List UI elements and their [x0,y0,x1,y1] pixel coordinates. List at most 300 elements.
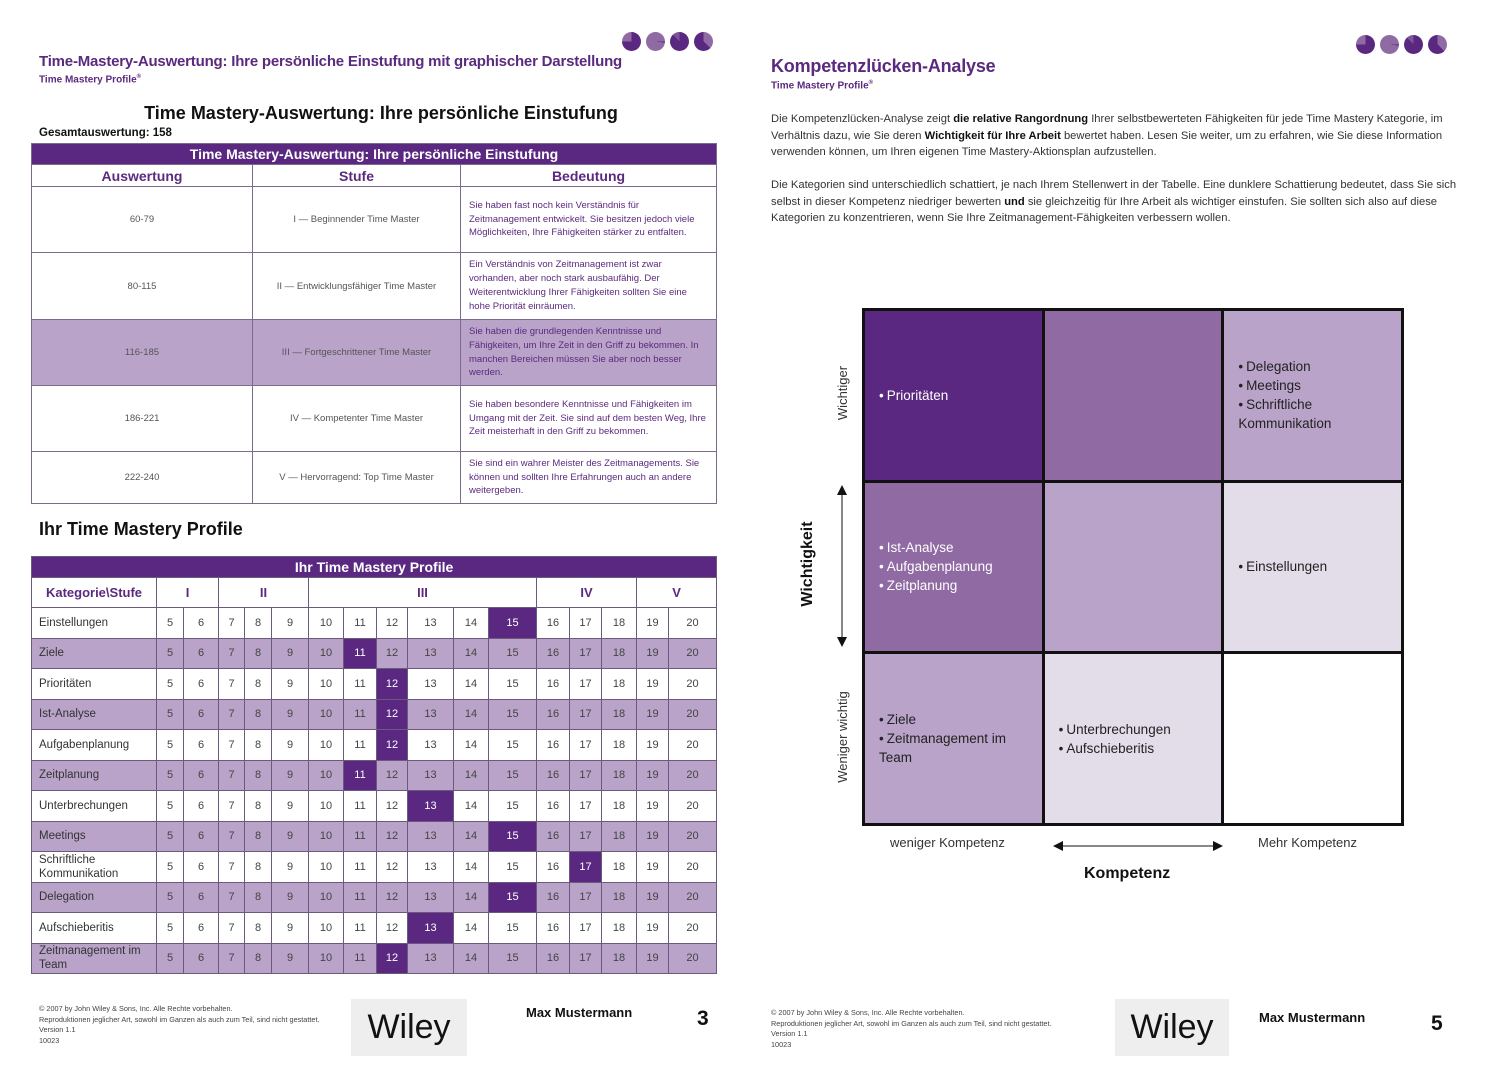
progress-dot-icon [694,32,713,51]
score-cell: 17 [570,608,602,639]
score-cell: 11 [344,821,377,852]
reproduction-text: Reproduktionen jeglicher Art, sowohl im Ganzen als auch zum Teil, sind nicht gestattet. [771,1018,1052,1028]
score-cell: 16 [537,791,570,822]
category-cell: Delegation [32,882,157,913]
score-cell: 19 [637,913,669,944]
meaning-cell: Sie sind ein wahrer Meister des Zeitmanagements. Sie können und sollten Ihre Erfahrungen auch an andere weitergeben. [461,452,717,504]
score-cell: 18 [602,669,637,700]
score-cell: 18 [602,913,637,944]
vertical-double-arrow-icon [834,485,850,647]
copyright-text: © 2007 by John Wiley & Sons, Inc. Alle Rechte vorbehalten. [771,1008,965,1017]
score-cell: 20 [669,852,717,883]
corner-header: Kategorie\Stufe [32,578,157,608]
score-cell: 11 [344,913,377,944]
text: Die Kompetenzlücken-Analyse zeigt [771,113,954,125]
category-list [1238,357,1401,433]
score-cell: 13 [408,638,454,669]
level-header: V [637,578,717,608]
score-cell: 20 [669,669,717,700]
score-cell: 9 [272,913,309,944]
score-cell: 10 [309,730,344,761]
score-cell: 7 [219,821,245,852]
level-cell: IV — Kompetenter Time Master [253,386,461,452]
level-header: II [219,578,309,608]
score-cell: 16 [537,699,570,730]
profile-row [32,943,717,974]
score-cell-selected: 13 [408,791,454,822]
category-list [1059,720,1171,758]
score-cell-selected: 15 [489,882,537,913]
registered-mark: ® [136,74,142,80]
score-cell: 17 [570,882,602,913]
matrix-cell [865,311,1042,480]
score-cell-selected: 11 [344,760,377,791]
score-cell: 14 [454,882,489,913]
score-cell: 15 [489,669,537,700]
category-cell: Ziele [32,638,157,669]
score-cell: 10 [309,760,344,791]
profile-heading: Ihr Time Mastery Profile [39,519,243,539]
score-cell: 9 [272,730,309,761]
score-cell: 8 [245,943,272,974]
score-cell: 12 [377,821,408,852]
score-cell: 15 [489,943,537,974]
table-row [32,386,717,452]
score-cell: 13 [408,730,454,761]
emphasis: und [1004,195,1025,208]
category-item: • Schriftliche Kommunikation [1238,395,1401,433]
score-cell: 19 [637,821,669,852]
author-name: Max Mustermann [1259,1010,1366,1025]
score-cell: 19 [637,943,669,974]
score-cell: 18 [602,760,637,791]
score-cell: 6 [184,852,219,883]
category-item: • Ziele [879,710,1042,729]
score-cell: 18 [602,882,637,913]
profile-row [32,760,717,791]
score-cell: 9 [272,852,309,883]
score-cell: 12 [377,852,408,883]
score-cell: 10 [309,791,344,822]
score-cell: 20 [669,943,717,974]
range-cell: 60-79 [32,187,253,253]
score-cell: 11 [344,882,377,913]
footer-copyright [39,1004,324,1046]
emphasis: Wichtigkeit für Ihre Arbeit [924,129,1061,142]
page-number: 5 [1431,1012,1443,1035]
category-cell: Zeitmanagement im Team [32,943,157,974]
page-number: 3 [697,1007,709,1030]
matrix-cell [865,483,1042,652]
score-cell: 10 [309,669,344,700]
score-cell: 20 [669,821,717,852]
score-cell: 8 [245,669,272,700]
score-cell: 6 [184,608,219,639]
matrix-cell [1224,483,1401,652]
score-cell: 19 [637,882,669,913]
score-cell: 5 [157,608,184,639]
score-cell: 16 [537,943,570,974]
profile-table-caption: Ihr Time Mastery Profile [32,557,717,578]
reproduction-text: Reproduktionen jeglicher Art, sowohl im Ganzen als auch zum Teil, sind nicht gestattet. [39,1014,320,1024]
score-cell: 11 [344,608,377,639]
score-cell: 19 [637,608,669,639]
score-cell: 19 [637,852,669,883]
score-cell: 5 [157,730,184,761]
profile-row [32,699,717,730]
score-cell: 11 [344,852,377,883]
category-cell: Meetings [32,821,157,852]
progress-dot-icon [1356,35,1375,54]
range-cell: 186-221 [32,386,253,452]
score-cell: 16 [537,608,570,639]
profile-row [32,852,717,883]
progress-dot-icon [670,32,689,51]
score-cell: 10 [309,913,344,944]
score-cell: 17 [570,730,602,761]
matrix-cell [1224,654,1401,823]
progress-dot-icon [1404,35,1423,54]
score-cell: 7 [219,608,245,639]
matrix-cell [1045,654,1222,823]
score-cell: 20 [669,638,717,669]
score-cell: 9 [272,821,309,852]
x-axis-label: Kompetenz [1084,865,1171,882]
score-cell: 11 [344,943,377,974]
score-cell: 11 [344,730,377,761]
profile-row [32,638,717,669]
progress-dot-icon [646,32,665,51]
score-cell: 15 [489,791,537,822]
profile-row [32,791,717,822]
category-list [879,538,993,595]
category-item: • Prioritäten [879,386,948,405]
meaning-cell: Ein Verständnis von Zeitmanagement ist zwar vorhanden, aber noch stark ausbaufähig. Der Weiterentwicklung Ihrer Fähigkeiten sollten Sie eine hohe Priorität einräumen. [461,253,717,320]
range-cell: 116-185 [32,320,253,386]
score-cell: 14 [454,669,489,700]
score-cell: 20 [669,791,717,822]
score-cell: 5 [157,638,184,669]
score-cell: 17 [570,669,602,700]
score-cell: 15 [489,852,537,883]
score-cell: 6 [184,821,219,852]
score-cell: 15 [489,760,537,791]
score-cell: 9 [272,608,309,639]
score-cell: 9 [272,882,309,913]
category-list [879,386,948,405]
score-cell: 13 [408,882,454,913]
profile-row [32,882,717,913]
score-cell: 12 [377,760,408,791]
score-cell: 7 [219,791,245,822]
category-cell: Aufschieberitis [32,913,157,944]
score-cell: 11 [344,791,377,822]
score-cell: 17 [570,699,602,730]
score-cell: 6 [184,638,219,669]
score-cell: 18 [602,699,637,730]
score-cell: 14 [454,699,489,730]
total-score: Gesamtauswertung: 158 [39,127,172,139]
score-cell: 17 [570,638,602,669]
score-cell: 8 [245,852,272,883]
score-cell: 18 [602,821,637,852]
category-item: • Zeitplanung [879,576,993,595]
category-item: • Aufgabenplanung [879,557,993,576]
score-cell: 7 [219,730,245,761]
score-cell: 7 [219,852,245,883]
score-cell: 7 [219,638,245,669]
code-text: 10023 [771,1039,792,1049]
score-cell: 20 [669,699,717,730]
score-cell: 16 [537,882,570,913]
profile-row [32,913,717,944]
level-header: IV [537,578,637,608]
text: Ihrer selbstbewerteten Fähigkeiten für jede Time Mastery Kategorie, im Verhältnis dazu, wie Sie deren [771,113,1443,142]
score-cell: 9 [272,791,309,822]
score-cell: 13 [408,699,454,730]
score-cell: 17 [570,913,602,944]
copyright-text: © 2007 by John Wiley & Sons, Inc. Alle Rechte vorbehalten. [39,1004,233,1013]
score-cell: 13 [408,943,454,974]
score-cell: 10 [309,852,344,883]
score-cell: 15 [489,699,537,730]
code-text: 10023 [39,1035,60,1045]
score-cell: 5 [157,882,184,913]
score-cell: 13 [408,608,454,639]
score-cell: 14 [454,638,489,669]
category-cell: Schriftliche Kommunikation [32,852,157,883]
score-cell: 16 [537,821,570,852]
score-cell: 9 [272,943,309,974]
wiley-logo: Wiley [351,999,467,1056]
score-cell: 5 [157,699,184,730]
range-cell: 222-240 [32,452,253,504]
category-list [879,710,1042,767]
category-cell: Ist-Analyse [32,699,157,730]
version-text: Version 1.1 [771,1029,808,1038]
profile-row [32,669,717,700]
category-cell: Prioritäten [32,669,157,700]
rating-table [31,143,717,504]
score-cell: 11 [344,699,377,730]
matrix-cell [1224,311,1401,480]
score-cell: 14 [454,730,489,761]
rating-table-caption: Time Mastery-Auswertung: Ihre persönliche Einstufung [32,144,717,165]
score-cell-selected: 12 [377,730,408,761]
score-cell: 6 [184,669,219,700]
score-cell: 20 [669,760,717,791]
score-cell: 18 [602,638,637,669]
score-cell: 18 [602,608,637,639]
score-cell: 7 [219,913,245,944]
score-cell: 9 [272,760,309,791]
score-cell: 18 [602,791,637,822]
horizontal-double-arrow-icon [1053,838,1223,854]
score-cell: 11 [344,669,377,700]
col-header-stufe: Stufe [253,165,461,187]
score-cell: 9 [272,638,309,669]
score-cell: 6 [184,882,219,913]
score-cell: 13 [408,821,454,852]
score-cell: 13 [408,852,454,883]
score-cell: 14 [454,760,489,791]
page-subtitle [39,74,141,85]
score-cell: 19 [637,699,669,730]
score-cell: 7 [219,760,245,791]
score-cell: 7 [219,882,245,913]
matrix-cell [1045,311,1222,480]
score-cell: 8 [245,791,272,822]
score-cell: 17 [570,760,602,791]
score-cell: 6 [184,791,219,822]
score-cell: 13 [408,760,454,791]
score-cell-selected: 17 [570,852,602,883]
score-cell: 19 [637,791,669,822]
wiley-logo: Wiley [1115,999,1229,1056]
score-cell: 18 [602,730,637,761]
score-cell: 16 [537,852,570,883]
score-cell: 8 [245,638,272,669]
version-text: Version 1.1 [39,1025,76,1034]
table-row [32,187,717,253]
matrix-cell [865,654,1042,823]
score-cell: 10 [309,699,344,730]
score-cell: 20 [669,882,717,913]
score-cell: 16 [537,730,570,761]
score-cell: 8 [245,608,272,639]
score-cell: 8 [245,699,272,730]
score-cell: 16 [537,638,570,669]
score-cell: 14 [454,943,489,974]
y-bottom-label: Weniger wichtig [835,691,850,783]
col-header-auswertung: Auswertung [32,165,253,187]
level-cell: III — Fortgeschrittener Time Master [253,320,461,386]
meaning-cell: Sie haben die grundlegenden Kenntnisse und Fähigkeiten, um Ihre Zeit in den Griff zu bekommen. In manchen Bereichen müssen Sie aber noch besser werden. [461,320,717,386]
score-cell: 16 [537,669,570,700]
progress-dot-icon [1380,35,1399,54]
score-cell: 14 [454,913,489,944]
score-cell: 17 [570,791,602,822]
score-cell: 18 [602,852,637,883]
y-top-label: Wichtiger [835,365,850,421]
competence-gap-matrix [862,308,1404,826]
table-row-highlighted [32,320,717,386]
matrix-cell [1045,483,1222,652]
section-heading: Time Mastery-Auswertung: Ihre persönliche Einstufung [144,103,618,123]
footer-copyright [771,1008,1056,1050]
score-cell: 10 [309,882,344,913]
score-cell: 7 [219,943,245,974]
score-cell: 5 [157,943,184,974]
category-item: • Aufschieberitis [1059,739,1171,758]
col-header-bedeutung: Bedeutung [461,165,717,187]
profile-row [32,730,717,761]
score-cell: 20 [669,608,717,639]
y-axis-label: Wichtigkeit [799,521,816,607]
score-cell: 6 [184,913,219,944]
score-cell: 10 [309,943,344,974]
progress-dots [622,32,713,51]
author-name: Max Mustermann [526,1005,633,1020]
category-item: • Ist-Analyse [879,538,993,557]
page-title: Time-Mastery-Auswertung: Ihre persönliche Einstufung mit graphischer Darstellung [39,53,622,70]
score-cell: 13 [408,669,454,700]
score-cell: 20 [669,730,717,761]
score-cell: 12 [377,882,408,913]
category-cell: Zeitplanung [32,760,157,791]
score-cell-selected: 12 [377,669,408,700]
score-cell: 19 [637,669,669,700]
score-cell: 6 [184,760,219,791]
score-cell: 5 [157,760,184,791]
level-header: III [309,578,537,608]
progress-dots [1356,35,1447,54]
score-cell: 16 [537,760,570,791]
text: bewertet haben. Lesen Sie weiter, um zu erfahren, wie Sie diese Information verwenden können, um Ihren eigenen Time Mastery-Aktionsplan aufzustellen. [771,129,1443,158]
category-item: • Unterbrechungen [1059,720,1171,739]
score-cell: 6 [184,699,219,730]
category-cell: Aufgabenplanung [32,730,157,761]
shading-paragraph [771,177,1461,227]
score-cell: 5 [157,821,184,852]
score-cell: 5 [157,791,184,822]
score-cell: 15 [489,913,537,944]
level-header: I [157,578,219,608]
x-left-label: weniger Kompetenz [890,835,1005,850]
subtitle-text: Time Mastery Profile [771,80,869,92]
profile-table [31,556,717,974]
score-cell-selected: 15 [489,821,537,852]
level-cell: V — Hervorragend: Top Time Master [253,452,461,504]
profile-row [32,821,717,852]
score-cell: 18 [602,943,637,974]
page-title: Kompetenzlücken-Analyse [771,56,996,76]
score-cell: 5 [157,913,184,944]
score-cell: 19 [637,638,669,669]
score-cell: 7 [219,699,245,730]
score-cell: 8 [245,760,272,791]
range-cell: 80-115 [32,253,253,320]
score-cell: 8 [245,882,272,913]
score-cell-selected: 11 [344,638,377,669]
score-cell: 8 [245,730,272,761]
score-cell: 14 [454,608,489,639]
x-right-label: Mehr Kompetenz [1258,835,1357,850]
progress-dot-icon [622,32,641,51]
category-list [1238,557,1327,576]
table-row [32,253,717,320]
score-cell: 5 [157,669,184,700]
score-cell: 12 [377,791,408,822]
score-cell: 20 [669,913,717,944]
score-cell: 8 [245,821,272,852]
score-cell: 10 [309,821,344,852]
text: Die Kategorien sind unterschiedlich schattiert, je nach Ihrem Stellenwert in der Tabelle. Eine dunklere Schattierung bedeutet, dass Sie sich selbst in dieser Kompetenz niedriger bewerten [771,179,1457,208]
score-cell-selected: 12 [377,943,408,974]
score-cell-selected: 15 [489,608,537,639]
score-cell: 16 [537,913,570,944]
score-cell: 12 [377,913,408,944]
score-cell: 9 [272,669,309,700]
score-cell: 15 [489,638,537,669]
score-cell: 19 [637,760,669,791]
score-cell: 12 [377,638,408,669]
level-cell: II — Entwicklungsfähiger Time Master [253,253,461,320]
progress-dot-icon [1428,35,1447,54]
meaning-cell: Sie haben fast noch kein Verständnis für Zeitmanagement entwickelt. Sie besitzen jedoch viele Möglichkeiten, Ihre Fähigkeiten stärker zu entfalten. [461,187,717,253]
score-cell: 10 [309,608,344,639]
score-cell: 14 [454,852,489,883]
